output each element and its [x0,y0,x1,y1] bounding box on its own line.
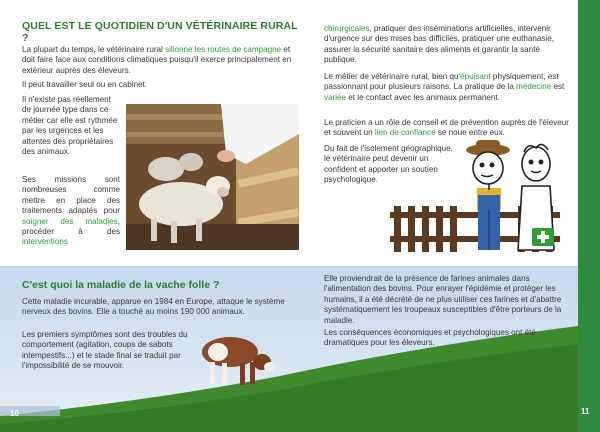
green-side-strip [578,0,600,432]
passion-text-e: est [551,82,565,92]
farmer-vet-illustration [388,140,578,265]
advice-paragraph [324,118,570,139]
page-number-left: 10 [10,409,19,418]
passion-highlight-1: épuisant [460,72,491,81]
disease-paragraph: Cette maladie incurable, apparue en 1984 en Europe, attaque le système nerveux des bovins. Elle a touché au moins 190 000 animaux. [22,297,285,317]
passion-text-c: physiquement, est passionnant pour plusieurs raisons. La pratique de la [324,72,559,92]
duties-highlight: chirurgicales [324,24,370,33]
missions-text-a: Ses missions sont nombreuses comme mettre en place des traitements adaptés pour [22,175,120,216]
duties-text: , pratiquer des inséminations artificielles, intervenir d'urgence sur des mises bas difficiles, pratiquer une euthanasie, assurer la sécurité sanitaire des aliments et garantir la santé publique. [324,24,554,65]
advice-text-a: Le praticien a un rôle de conseil et de prévention auprès de l'éleveur et souvent un [324,118,569,138]
missions-paragraph [22,175,120,248]
sheep-photo [126,104,299,250]
confidant-paragraph: Du fait de l'isolement géographique, le vétérinaire peut devenir un confident et apporter un soutien psychologique. [324,144,453,185]
missions-highlight-1: soigner des maladies [22,216,118,226]
intro-text-a: La plupart du temps, le vétérinaire rural [22,45,166,54]
missions-highlight-2: interventions [22,237,68,247]
passion-highlight-2: médecine [516,82,552,92]
section-heading-vet: QUEL EST LE QUOTIDIEN D'UN VÉTÉRINAIRE RURAL ? [22,20,298,44]
intro-paragraph-2: Il peut travailler seul ou en cabinet. [22,80,148,89]
intro-paragraph [22,45,302,76]
passion-text-g: et le contact avec les animaux permanent. [346,92,500,102]
missions-text-c: , procéder à des [22,216,120,237]
section-heading-mad-cow: C'est quoi la maladie de la vache folle ? [22,279,220,291]
intro-paragraph-3: Il n'existe pas réellement de journée type dans ce métier car elle est rythmée par les urgences et les attentes des propriétaires des animaux. [22,95,118,157]
symptoms-paragraph: Les premiers symptômes sont des troubles du comportement (agitation, coups de sabots intempestifs...) et le stade final se traduit par l'impossibilité de se mouvoir. [22,330,188,371]
origin-paragraph: Elle proviendrait de la présence de farines animales dans l'alimentation des bovins. Pour enrayer l'épidémie et protéger les humains, il a été décrété de ne plus utiliser ces farines et d'abattre systématiquement les troupeaux susceptibles d'être porteurs de la maladie. [324,274,562,325]
passion-text-a: Le métier de vétérinaire rural, bien qu' [324,72,461,81]
advice-text-c: se noue entre eux. [435,128,505,138]
intro-highlight: sillonne les routes de campagne [165,45,282,54]
advice-highlight: lien de confiance [374,128,436,138]
consequences-paragraph: Les conséquences économiques et psychologiques ont été dramatiques pour les éleveurs. [324,328,536,348]
intro-text-c: et doit faire face aux conditions climatiques puisqu'il exerce principalement en extérieur auprès des éleveurs. [22,45,292,75]
farmer-icon [466,140,510,250]
farmer-vet-drawing [388,140,578,265]
duties-paragraph [324,24,570,66]
vet-icon [518,144,554,250]
passion-paragraph [324,72,570,103]
sheep-photo-drawing [126,104,299,250]
page-number-right: 11 [581,407,590,416]
passion-highlight-3: variée [324,92,347,102]
